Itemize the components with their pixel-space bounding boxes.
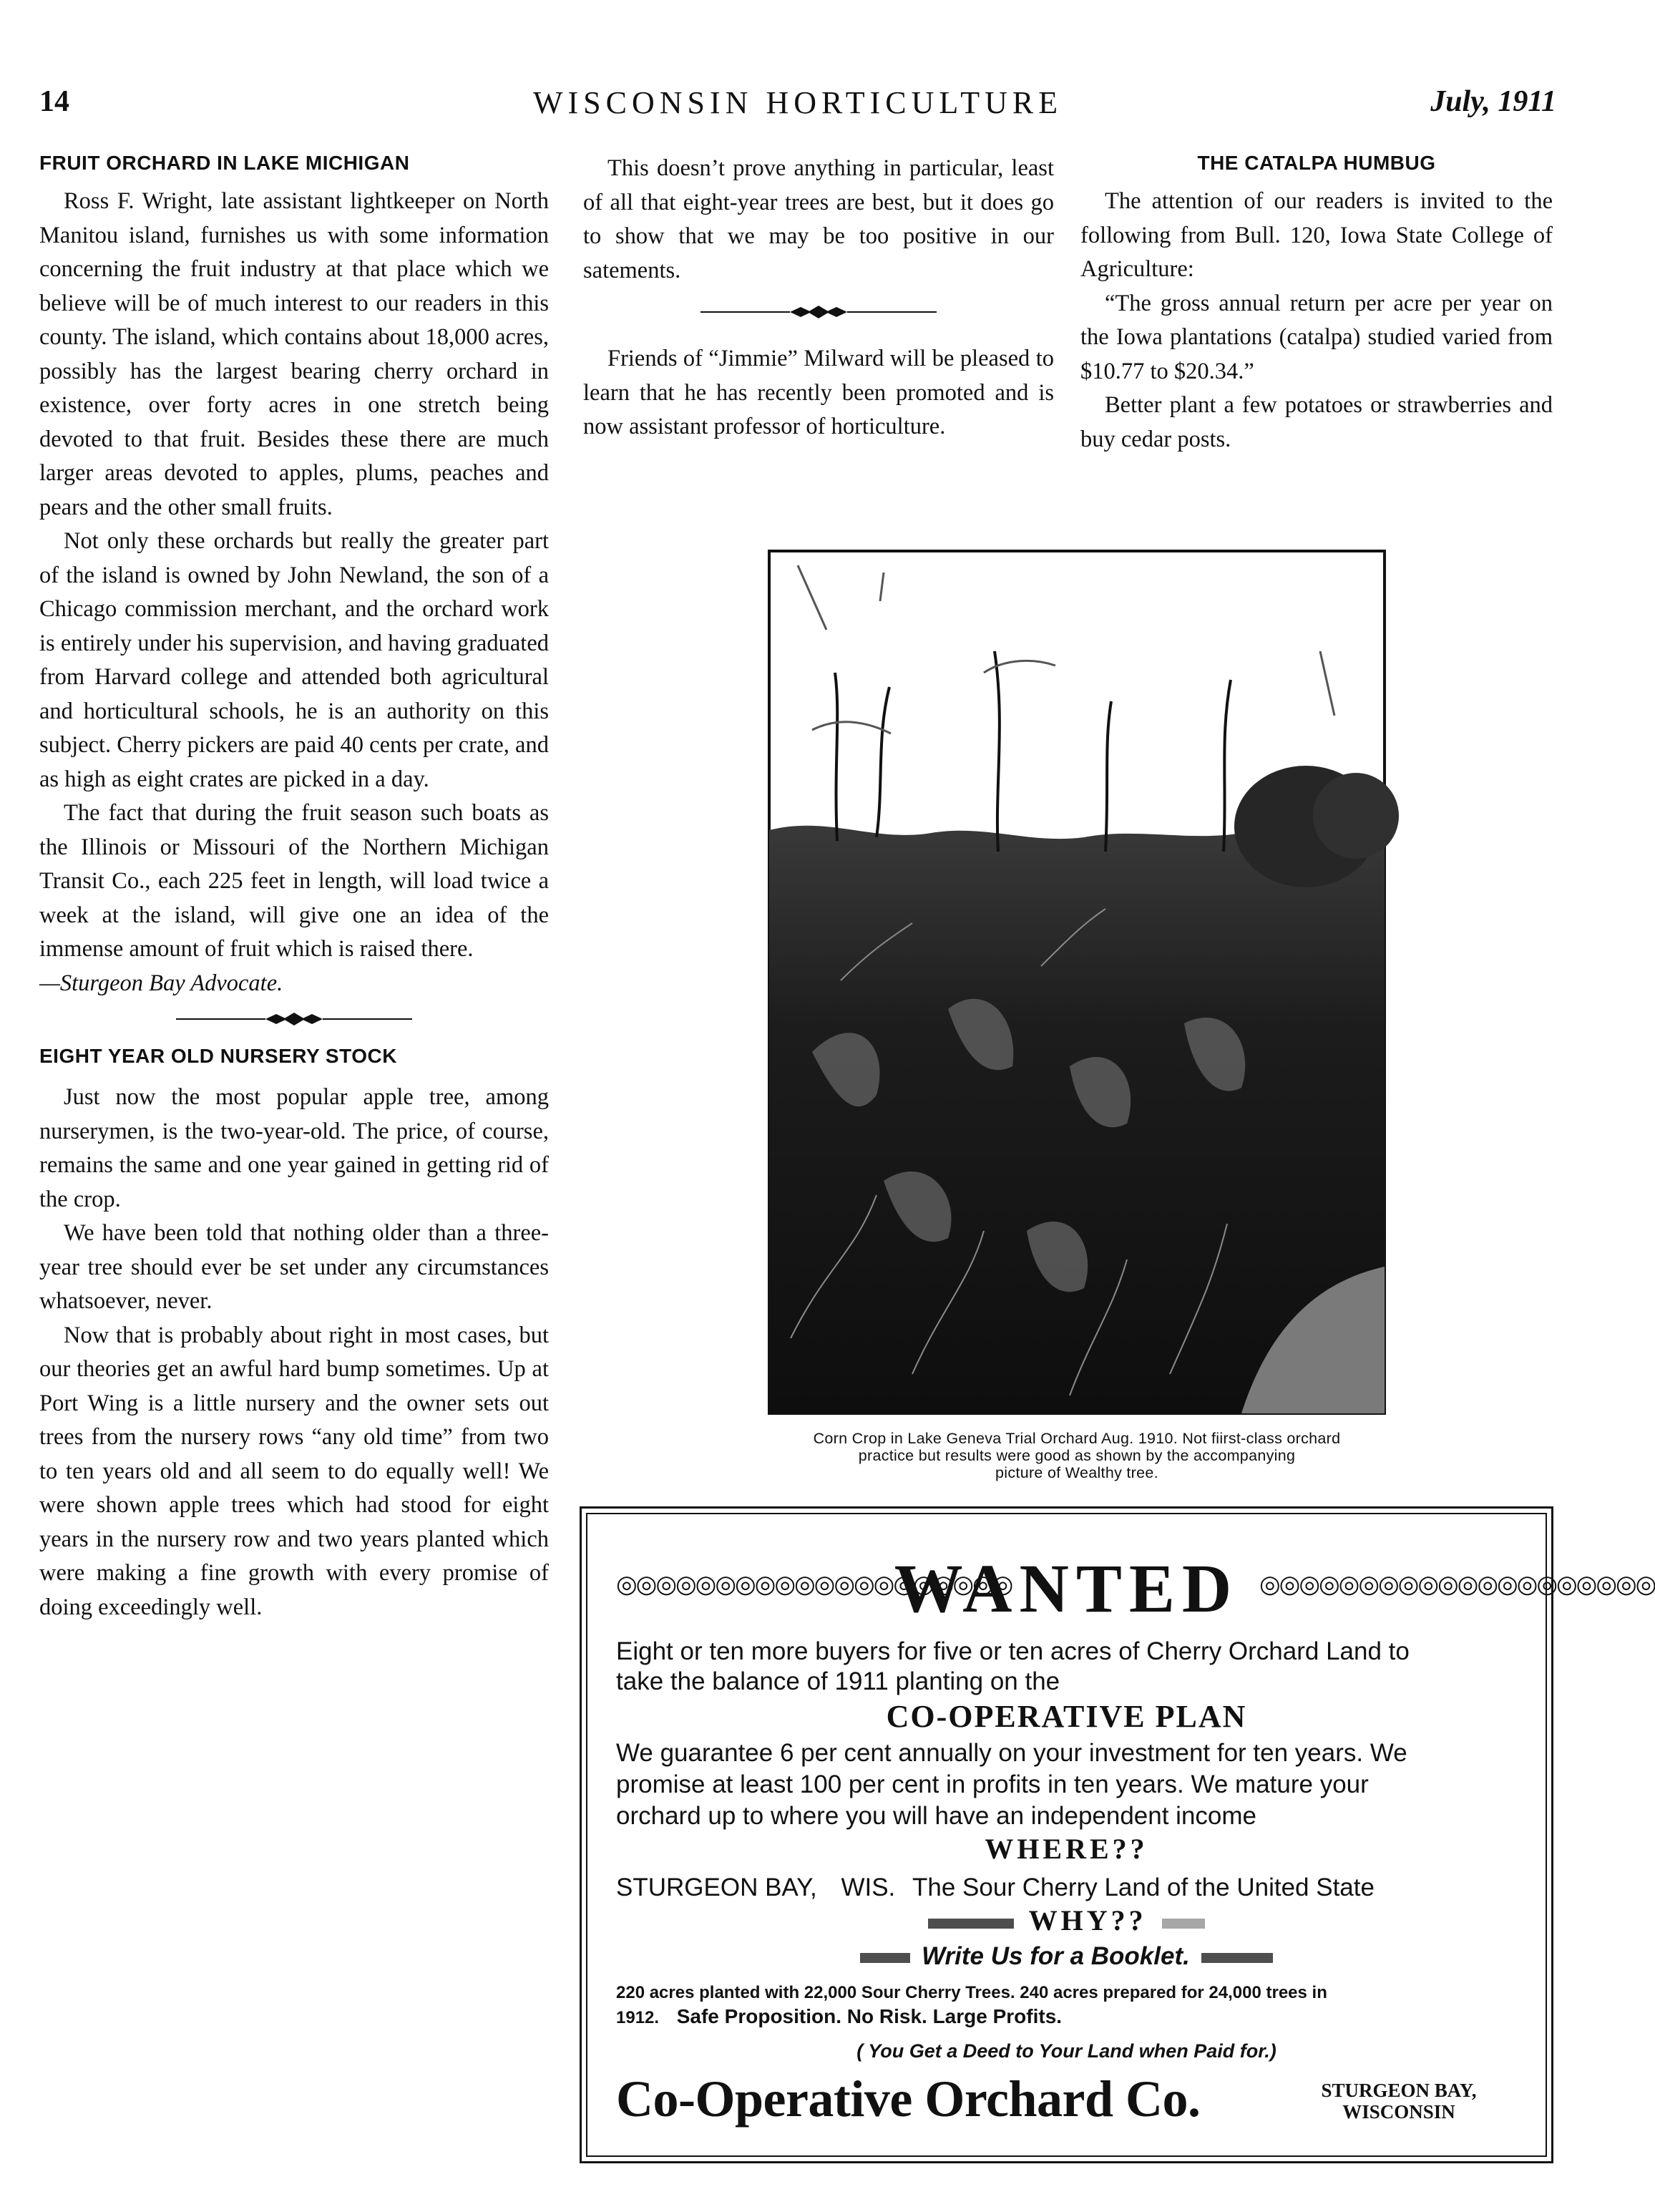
location-line [616, 1872, 1517, 1904]
where-heading: WHERE?? [985, 1833, 1148, 1865]
ornament-dots-left: ◎◎◎◎◎◎◎◎◎◎◎◎◎◎◎◎◎◎◎◎ [616, 1571, 1012, 1598]
column-right [1080, 152, 1553, 457]
paragraph: We have been told that nothing older than a three-year tree should ever be set under any circumstances whatsoever, never. [39, 1220, 549, 1314]
booklet-text: Write Us for a Booklet. [922, 1942, 1190, 1970]
ornament-divider [583, 303, 1054, 325]
ornament-dots-right: ◎◎◎◎◎◎◎◎◎◎◎◎◎◎◎◎◎◎◎◎ [1259, 1571, 1655, 1598]
safe-proposition: Safe Proposition. No Risk. Large Profits. [676, 2005, 1063, 2027]
corn-crop-photo [769, 551, 1385, 1413]
print-smudge [1201, 1953, 1273, 1963]
divider-ornament-icon [176, 1010, 412, 1028]
attribution: —Sturgeon Bay Advocate. [39, 970, 283, 996]
acres-line-1: 220 acres planted with 22,000 Sour Cherry Trees. 240 acres prepared for 24,000 trees in [616, 1983, 1327, 2002]
print-smudge [1162, 1919, 1205, 1929]
guarantee-line-1: We guarantee 6 per cent annually on your investment for ten years. We [616, 1739, 1407, 1767]
guarantee-line-2: promise at least 100 per cent in profits in ten years. We mature your [616, 1770, 1369, 1798]
paragraph: Ross F. Wright, late assistant lightkeeper on North Manitou island, furnishes us with some information concerning the fruit industry at that place which we believe will be of much interest to our readers in this county. The island, which contains about 18,000 acres, possibly has the largest bearing cherry orchard in existence, over forty acres in one stretch being devoted to that fruit. Besides these there are much larger areas devoted to apples, plums, peaches and pears and the other small fruits. [39, 188, 549, 520]
location-slogan: The Sour Cherry Land of the United State [912, 1874, 1375, 1901]
divider-ornament-icon [700, 303, 937, 321]
print-smudge [928, 1919, 1014, 1929]
page-number: 14 [39, 85, 69, 118]
issue-date: July, 1911 [1430, 85, 1556, 118]
guarantee-line-3: orchard up to where you will have an independent income [616, 1802, 1257, 1830]
booklet-line [616, 1941, 1517, 1972]
advertisement-box [580, 1506, 1655, 2163]
page-header [39, 84, 1556, 127]
why-heading [616, 1905, 1517, 1936]
print-smudge [860, 1953, 910, 1963]
caption-line: picture of Wealthy tree. [995, 1464, 1158, 1481]
ad-line-2: take the balance of 1911 planting on the [616, 1667, 1060, 1695]
journal-title: WISCONSIN HORTICULTURE [533, 85, 1063, 120]
column-left [39, 152, 549, 1624]
location-state: WIS. [841, 1874, 896, 1901]
paragraph: The fact that during the fruit season such boats as the Illinois or Missouri of the Northern Michigan Transit Co., each 225 feet in length, will load twice a week at the island, will give one an idea of the immense amount of fruit which is raised there. [39, 800, 549, 962]
column-middle [583, 152, 1054, 444]
acres-year: 1912. [616, 2008, 660, 2027]
paragraph: Better plant a few potatoes or strawberries and buy cedar posts. [1080, 392, 1553, 452]
paragraph: Not only these orchards but really the greater part of the island is owned by John Newland, the son of a Chicago commission merchant, and the orchard work is entirely under his supervision, and having graduated from Harvard college and attended both agricultural and horticultural schools, he is an authority on this subject. Cherry pickers are paid 40 cents per crate, and as high as eight crates are picked in a day. [39, 528, 549, 792]
article-title-nursery-stock: EIGHT YEAR OLD NURSERY STOCK [39, 1045, 397, 1067]
paragraph: “The gross annual return per acre per year on the Iowa plantations (catalpa) studied varied from $10.77 to $20.34.” [1080, 290, 1553, 384]
paragraph: Friends of “Jimmie” Milward will be pleased to learn that he has recently been promoted and is now assistant professor of horticulture. [583, 346, 1054, 439]
paragraph: Now that is probably about right in most cases, but our theories get an awful hard bump sometimes. Up at Port Wing is a little nursery and the owner sets out trees from the nursery rows “any old time” from two to ten years old and all seem to do equally well! We were shown apple trees which had stood for eight years in the nursery row and two years planted which were making a fine growth with every promise of doing exceedingly well. [39, 1322, 549, 1620]
paragraph: Just now the most popular apple tree, among nurserymen, is the two-year-old. The price, of course, remains the same and one year gained in getting rid of the crop. [39, 1084, 549, 1212]
article-title-catalpa: THE CATALPA HUMBUG [1197, 152, 1436, 174]
caption-line: practice but results were good as shown by the accompanying [858, 1447, 1296, 1464]
photo-caption [676, 1430, 1478, 1481]
address-state: WISCONSIN [1342, 2101, 1455, 2123]
article-title-fruit-orchard: FRUIT ORCHARD IN LAKE MICHIGAN [39, 152, 410, 174]
cornfield-image [769, 551, 1385, 1413]
wanted-headline: WANTED [894, 1550, 1239, 1627]
advertisement-inner-border [586, 1513, 1655, 2157]
address-city: STURGEON BAY, [1321, 2080, 1477, 2101]
company-address [1302, 2080, 1495, 2123]
deed-line: ( You Get a Deed to Your Land when Paid for.) [856, 2040, 1276, 2062]
wanted-headline-row [616, 1550, 1655, 1627]
cooperative-plan-heading: CO-OPERATIVE PLAN [886, 1699, 1247, 1734]
company-name: Co-Operative Orchard Co. [616, 2070, 1201, 2128]
ad-line-1: Eight or ten more buyers for five or ten acres of Cherry Orchard Land to [616, 1637, 1410, 1665]
why-text: WHY?? [1028, 1904, 1147, 1936]
acres-line-2 [616, 2004, 1517, 2030]
paragraph: This doesn’t prove anything in particular, least of all that eight-year trees are best, but it does go to show that we may be too positive in our satements. [583, 155, 1054, 283]
ornament-divider [39, 1010, 549, 1032]
paragraph: The attention of our readers is invited to the following from Bull. 120, Iowa State College of Agriculture: [1080, 188, 1553, 282]
location-city: STURGEON BAY, [616, 1874, 817, 1901]
caption-line: Corn Crop in Lake Geneva Trial Orchard Aug. 1910. Not fiirst-class orchard [813, 1430, 1341, 1447]
